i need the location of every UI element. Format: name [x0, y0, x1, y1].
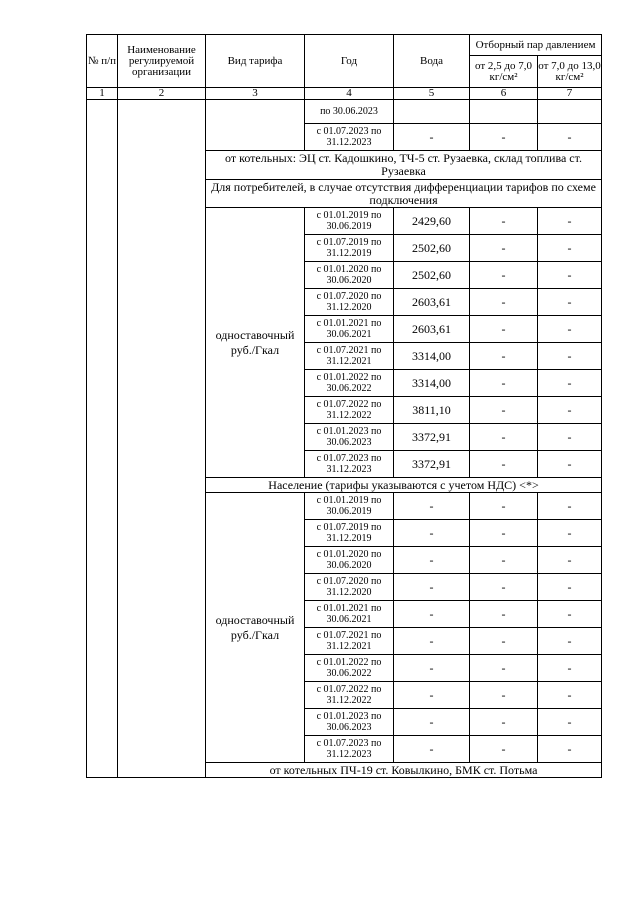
population-steam-high-value: - — [538, 736, 602, 763]
period-cell: с 01.01.2022 по 30.06.2022 — [305, 655, 394, 682]
header-year: Год — [305, 35, 394, 88]
period-cell: с 01.01.2023 по 30.06.2023 — [305, 709, 394, 736]
header-number: № п/п — [87, 35, 118, 88]
population-steam-low-value: - — [470, 493, 538, 520]
period-cell: с 01.01.2020 по 30.06.2020 — [305, 262, 394, 289]
period-cell: с 01.01.2021 по 30.06.2021 — [305, 601, 394, 628]
tariff-type-cell: одноставочный руб./Гкал — [206, 493, 305, 763]
population-water-value: - — [394, 709, 470, 736]
population-steam-high-value: - — [538, 547, 602, 574]
period-cell: с 01.07.2022 по 31.12.2022 — [305, 682, 394, 709]
consumer-steam-high-value: - — [538, 343, 602, 370]
header-steam-high: от 7,0 до 13,0 кг/см² — [538, 56, 602, 88]
column-number: 1 — [87, 88, 118, 100]
population-water-value: - — [394, 574, 470, 601]
population-water-value: - — [394, 520, 470, 547]
steam-high-value — [538, 100, 602, 124]
population-water-value: - — [394, 547, 470, 574]
consumer-water-value: 2502,60 — [394, 235, 470, 262]
consumer-water-value: 2603,61 — [394, 316, 470, 343]
period-cell: с 01.07.2023 по 31.12.2023 — [305, 736, 394, 763]
population-steam-low-value: - — [470, 574, 538, 601]
subsection-title: Для потребителей, в случае отсутствия дифференциации тарифов по схеме подключения — [206, 180, 602, 208]
section-title: от котельных ПЧ-19 ст. Ковылкино, БМК ст. Потьма — [206, 763, 602, 778]
period-cell: с 01.07.2022 по 31.12.2022 — [305, 397, 394, 424]
population-steam-low-value: - — [470, 520, 538, 547]
population-water-value: - — [394, 601, 470, 628]
consumer-steam-high-value: - — [538, 370, 602, 397]
column-number: 6 — [470, 88, 538, 100]
steam-low-value — [470, 100, 538, 124]
consumer-steam-low-value: - — [470, 397, 538, 424]
consumer-steam-low-value: - — [470, 262, 538, 289]
population-steam-low-value: - — [470, 547, 538, 574]
population-steam-high-value: - — [538, 709, 602, 736]
population-steam-low-value: - — [470, 655, 538, 682]
consumer-steam-high-value: - — [538, 424, 602, 451]
population-steam-low-value: - — [470, 628, 538, 655]
period-cell: с 01.07.2020 по 31.12.2020 — [305, 574, 394, 601]
period-cell: с 01.01.2019 по 30.06.2019 — [305, 208, 394, 235]
consumer-water-value: 2603,61 — [394, 289, 470, 316]
population-steam-high-value: - — [538, 493, 602, 520]
consumer-steam-high-value: - — [538, 208, 602, 235]
consumer-water-value: 3811,10 — [394, 397, 470, 424]
population-steam-low-value: - — [470, 682, 538, 709]
consumer-water-value: 3314,00 — [394, 343, 470, 370]
consumer-steam-low-value: - — [470, 370, 538, 397]
consumer-steam-high-value: - — [538, 397, 602, 424]
population-water-value: - — [394, 682, 470, 709]
period-cell: с 01.01.2022 по 30.06.2022 — [305, 370, 394, 397]
consumer-steam-high-value: - — [538, 316, 602, 343]
column-number: 3 — [206, 88, 305, 100]
column-number: 2 — [118, 88, 206, 100]
population-steam-high-value: - — [538, 628, 602, 655]
water-value: - — [394, 124, 470, 151]
consumer-steam-low-value: - — [470, 316, 538, 343]
consumer-water-value: 3372,91 — [394, 451, 470, 478]
tariff-type-cell: одноставочный руб./Гкал — [206, 208, 305, 478]
column-number: 7 — [538, 88, 602, 100]
population-water-value: - — [394, 493, 470, 520]
consumer-steam-high-value: - — [538, 451, 602, 478]
header-steam: Отборный пар давлением — [470, 35, 602, 56]
period-cell: с 01.07.2023 по 31.12.2023 — [305, 451, 394, 478]
population-steam-high-value: - — [538, 682, 602, 709]
section-title: от котельных: ЭЦ ст. Кадошкино, ТЧ-5 ст. Рузаевка, склад топлива ст. Рузаевка — [206, 151, 602, 180]
consumer-steam-low-value: - — [470, 343, 538, 370]
consumer-water-value: 2502,60 — [394, 262, 470, 289]
header-organization: Наименование регулируемой организации — [118, 35, 206, 88]
tariff-type-cell — [206, 100, 305, 151]
population-steam-low-value: - — [470, 709, 538, 736]
consumer-water-value: 3314,00 — [394, 370, 470, 397]
population-water-value: - — [394, 628, 470, 655]
column-number: 5 — [394, 88, 470, 100]
consumer-steam-low-value: - — [470, 424, 538, 451]
period-cell: с 01.01.2019 по 30.06.2019 — [305, 493, 394, 520]
population-steam-high-value: - — [538, 601, 602, 628]
consumer-steam-high-value: - — [538, 289, 602, 316]
number-cell — [87, 100, 118, 778]
header-tariff-type: Вид тарифа — [206, 35, 305, 88]
population-water-value: - — [394, 736, 470, 763]
consumer-water-value: 2429,60 — [394, 208, 470, 235]
period-cell: с 01.01.2023 по 30.06.2023 — [305, 424, 394, 451]
population-water-value: - — [394, 655, 470, 682]
period-cell: с 01.07.2019 по 31.12.2019 — [305, 520, 394, 547]
column-number: 4 — [305, 88, 394, 100]
period-cell: с 01.07.2023 по 31.12.2023 — [305, 124, 394, 151]
population-steam-low-value: - — [470, 736, 538, 763]
column-numbers-row — [87, 88, 602, 100]
consumer-steam-low-value: - — [470, 289, 538, 316]
period-cell: по 30.06.2023 — [305, 100, 394, 124]
table-row — [87, 100, 602, 124]
period-cell: с 01.07.2021 по 31.12.2021 — [305, 628, 394, 655]
consumer-steam-low-value: - — [470, 451, 538, 478]
period-cell: с 01.07.2019 по 31.12.2019 — [305, 235, 394, 262]
consumer-steam-low-value: - — [470, 208, 538, 235]
header-water: Вода — [394, 35, 470, 88]
water-value — [394, 100, 470, 124]
period-cell: с 01.01.2020 по 30.06.2020 — [305, 547, 394, 574]
period-cell: с 01.07.2020 по 31.12.2020 — [305, 289, 394, 316]
period-cell: с 01.01.2021 по 30.06.2021 — [305, 316, 394, 343]
steam-low-value: - — [470, 124, 538, 151]
consumer-steam-high-value: - — [538, 235, 602, 262]
population-steam-high-value: - — [538, 574, 602, 601]
organization-cell — [118, 100, 206, 778]
consumer-steam-low-value: - — [470, 235, 538, 262]
population-steam-low-value: - — [470, 601, 538, 628]
steam-high-value: - — [538, 124, 602, 151]
consumer-water-value: 3372,91 — [394, 424, 470, 451]
consumer-steam-high-value: - — [538, 262, 602, 289]
population-steam-high-value: - — [538, 520, 602, 547]
tariff-table — [86, 34, 602, 778]
population-steam-high-value: - — [538, 655, 602, 682]
header-steam-low: от 2,5 до 7,0 кг/см² — [470, 56, 538, 88]
population-title: Население (тарифы указываются с учетом НДС) <*> — [206, 478, 602, 493]
period-cell: с 01.07.2021 по 31.12.2021 — [305, 343, 394, 370]
